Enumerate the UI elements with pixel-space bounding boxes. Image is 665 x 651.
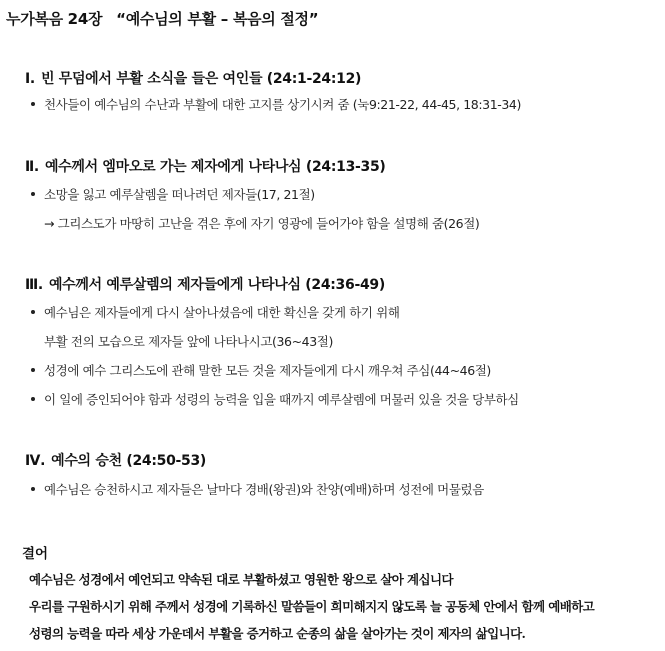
section-title: 빈 무덤에서 부활 소식을 들은 여인들 (24:1-24:12) <box>40 71 362 87</box>
section-number: Ⅰ. <box>25 71 35 87</box>
section-heading-1 <box>25 68 361 88</box>
section-line: 예수님은 제자들에게 다시 살아나셨음에 대한 확신을 갖게 하기 위해 <box>44 305 400 320</box>
bullet-icon <box>31 397 35 401</box>
section-heading-3 <box>25 274 385 294</box>
section-number: Ⅱ. <box>25 159 39 175</box>
section-title: 예수의 승천 (24:50-53) <box>51 453 207 469</box>
section-number: Ⅲ. <box>25 277 43 293</box>
section-line: 이 일에 증인되어야 함과 성령의 능력을 입을 때까지 예루살렘에 머물러 있을 것을 당부하심 <box>44 392 519 407</box>
conclusion-heading: 결어 <box>22 546 49 562</box>
section-number: Ⅳ. <box>25 453 46 469</box>
section-title: 예수께서 예루살렘의 제자들에게 나타나심 (24:36-49) <box>48 277 385 293</box>
conclusion-line: 성령의 능력을 따라 세상 가운데서 부활을 증거하고 순종의 삶을 살아가는 것이 제자의 삶입니다. <box>29 626 526 641</box>
conclusion-line: 예수님은 성경에서 예언되고 약속된 대로 부활하셨고 영원한 왕으로 살아 계십니다 <box>29 572 453 587</box>
section-title: 예수께서 엠마오로 가는 제자에게 나타나심 (24:13-35) <box>44 159 386 175</box>
section-heading-2 <box>25 156 386 176</box>
section-line: 천사들이 예수님의 수난과 부활에 대한 고지를 상기시켜 줌 (눅9:21-22, 44-45, 18:31-34) <box>44 97 521 112</box>
page-title <box>6 8 318 29</box>
title-book: 누가복음 24장 <box>6 10 103 28</box>
section-heading-4 <box>25 450 206 470</box>
section-line: 소망을 잃고 예루살렘을 떠나려던 제자들(17, 21절) <box>44 187 315 202</box>
title-subject: “예수님의 부활 – 복음의 절정” <box>116 10 319 28</box>
section-line: 부활 전의 모습으로 제자들 앞에 나타나시고(36~43절) <box>44 334 333 349</box>
section-line: 성경에 예수 그리스도에 관해 말한 모든 것을 제자들에게 다시 깨우쳐 주심(44~46절) <box>44 363 491 378</box>
conclusion-line: 우리를 구원하시기 위해 주께서 성경에 기록하신 말씀들이 희미해지지 않도록 늘 공동체 안에서 함께 예배하고 <box>29 599 595 614</box>
bullet-icon <box>31 192 35 196</box>
bullet-icon <box>31 310 35 314</box>
section-line: → 그리스도가 마땅히 고난을 겪은 후에 자기 영광에 들어가야 함을 설명해 줌(26절) <box>44 216 480 231</box>
bullet-icon <box>31 102 35 106</box>
section-line: 예수님은 승천하시고 제자들은 날마다 경배(왕권)와 찬양(예배)하며 성전에 머물렀음 <box>44 482 484 497</box>
bullet-icon <box>31 368 35 372</box>
bullet-icon <box>31 487 35 491</box>
